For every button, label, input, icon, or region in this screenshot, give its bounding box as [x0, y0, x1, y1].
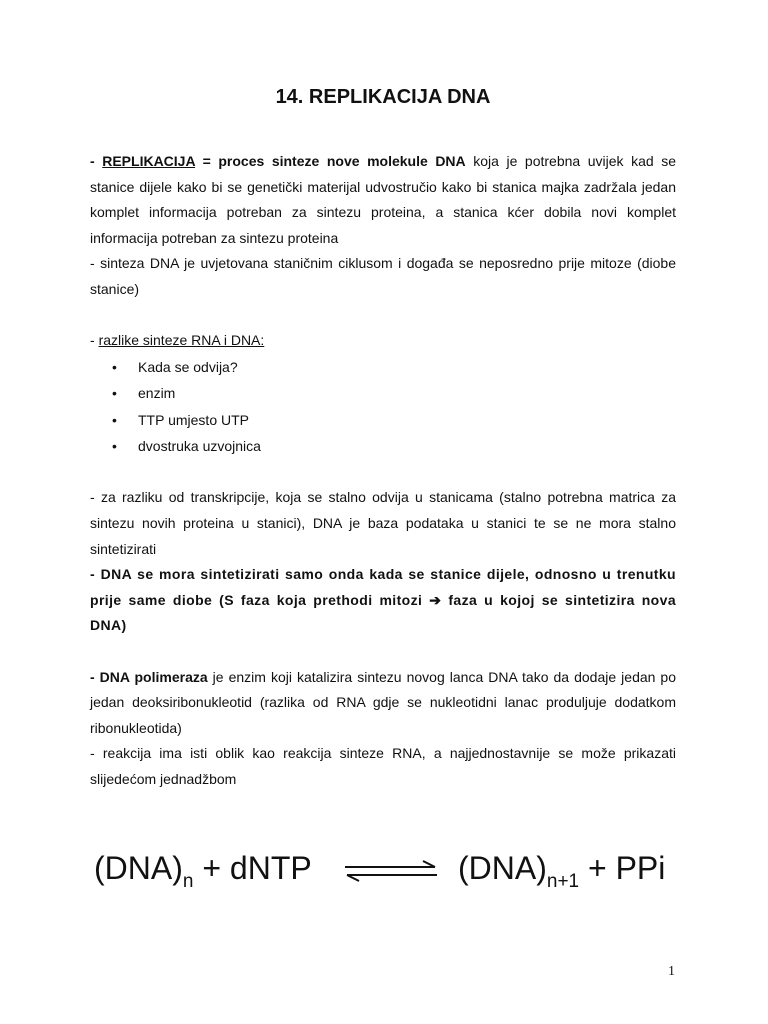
polymerase-text: je enzim koji katalizira sintezu novog lanca DNA tako da dodaje jedan po jedan deoksiribonukleotid (razlika od RNA gdje se nukleotidni lanac produljuje dodatkom ribonukleotida) [90, 668, 677, 736]
page-title: 14. REPLIKACIJA DNA [275, 86, 491, 108]
page-number: 1 [668, 964, 675, 979]
paragraph-polymerase [90, 665, 676, 742]
list-item: • dvostruka uzvojnica [90, 433, 676, 460]
list-item: • enzim [90, 380, 676, 407]
paragraph-differences-heading [90, 328, 676, 354]
equation-right-subscript: n+1 [546, 871, 580, 892]
s-phase-text-b: faza u kojoj se sintetizira nova DNA) [90, 591, 677, 634]
equation-right-main: (DNA) [458, 850, 547, 886]
equation-left-subscript: n [182, 871, 194, 892]
list-item: • TTP umjesto UTP [90, 407, 676, 434]
spacer [90, 460, 676, 486]
reaction-equation [90, 840, 690, 900]
s-phase-text-a: - DNA se mora sintetizirati samo onda kada se stanice dijele, odnosno u trenutku prije same diobe (S faza koja prethodi mitozi [90, 566, 676, 608]
document-body [90, 149, 676, 792]
spacer [90, 639, 676, 665]
paragraph-s-phase [90, 562, 676, 639]
arrow-right-icon: ➔ [429, 591, 442, 608]
equation-left-main: (DNA) [94, 850, 183, 886]
spacer [90, 303, 676, 329]
paragraph-reaction: - reakcija ima isti oblik kao reakcija sinteze RNA, a najjednostavnije se može prikazati slijedećom jednadžbom [90, 745, 676, 787]
equation-right-add: + PPi [579, 850, 666, 886]
term-dna-polimeraza: - DNA polimeraza [90, 668, 208, 685]
equilibrium-arrow-icon [343, 860, 439, 882]
definition-text: koja je potrebna uvijek kad se stanice dijele kako bi se genetički materijal udvostručio kako bi stanica majka zadržala jedan komplet informacija potreban za sintezu proteina, a stanica kćer dobila novi komplet informacija potreban za sintezu proteina [90, 153, 676, 246]
paragraph-definition [90, 149, 676, 251]
differences-heading: razlike sinteze RNA i DNA: [98, 332, 265, 349]
dash: - [90, 153, 103, 169]
paragraph-transcription: - za razliku od transkripcije, koja se stalno odvija u stanicama (stalno potrebna matrica za sintezu novih proteina u stanici), DNA je baza podataka u stanici te se ne mora stalno sintetizirati [90, 489, 676, 557]
equation-left [94, 850, 312, 893]
dash: - [90, 332, 99, 349]
equation-right [458, 850, 665, 893]
list-item: • Kada se odvija? [90, 354, 676, 381]
equation-left-add: + dNTP [193, 850, 312, 886]
paragraph-cell-cycle: - sinteza DNA je uvjetovana staničnim ciklusom i događa se neposredno prije mitoze (diobe stanice) [90, 255, 676, 297]
definition-bold: = proces sinteze nove molekule DNA [195, 153, 466, 169]
term-replikacija: REPLIKACIJA [102, 153, 196, 169]
differences-list [90, 354, 676, 460]
